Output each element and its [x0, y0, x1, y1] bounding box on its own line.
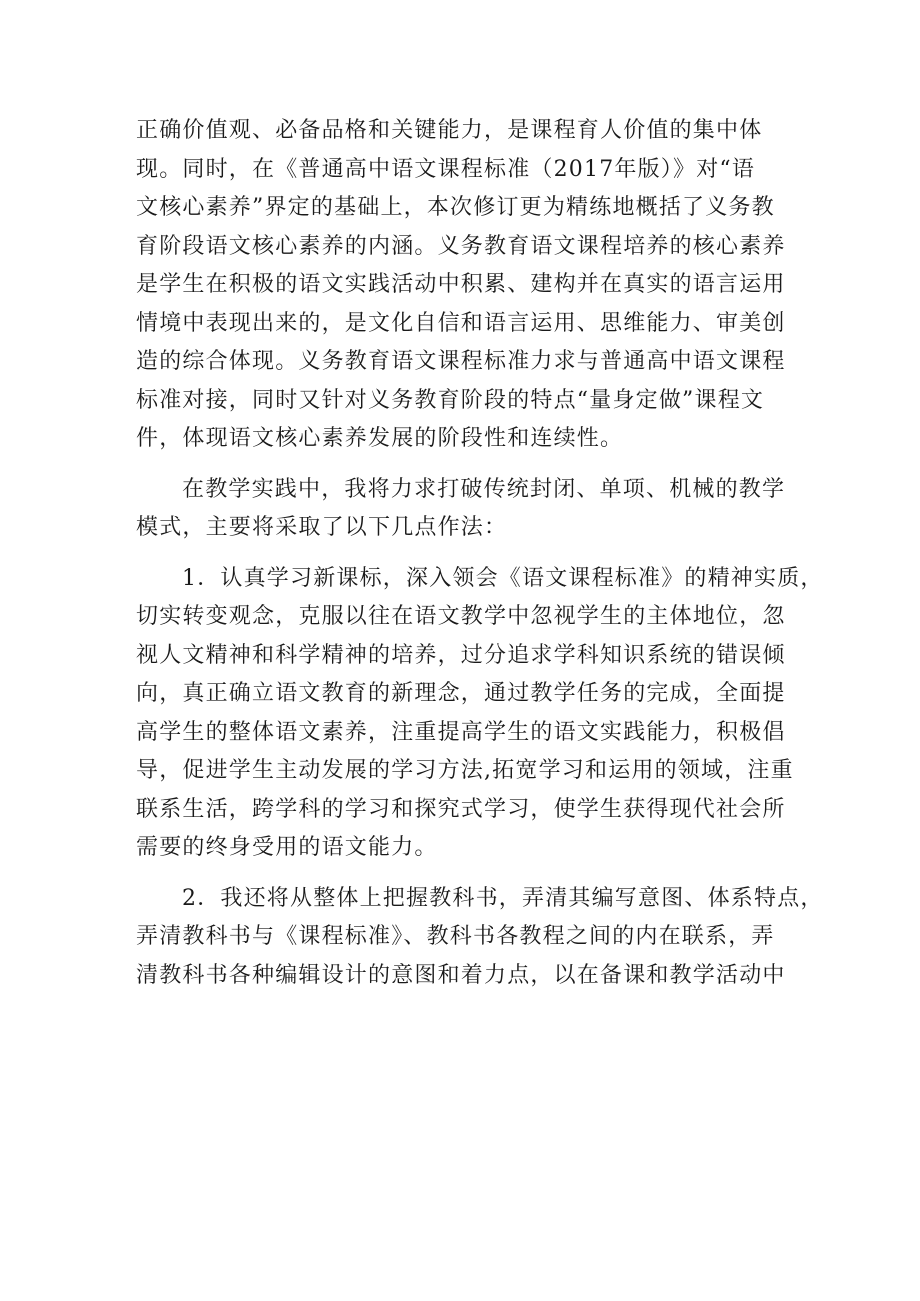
paragraph-item-2 [136, 880, 824, 996]
text-line: 现。同时，在《普通高中语文课程标准（2017年版）》对“语 [136, 156, 756, 182]
text-line: 切实转变观念，克服以往在语文教学中忽视学生的主体地位，忽 [136, 604, 786, 629]
text-line: 件，体现语文核心素养发展的阶段性和连续性。 [136, 426, 624, 451]
paragraph-gap [136, 548, 796, 560]
text-line: 联系生活，跨学科的学习和探究式学习，使学生获得现代社会所 [136, 796, 786, 822]
text-line: 视人文精神和科学精神的培养，过分追求学科知识系统的错误倾 [136, 642, 786, 668]
paragraph-item-1 [136, 560, 824, 868]
text-line: 育阶段语文核心素养的内涵。义务教育语文课程培养的核心素养 [136, 233, 786, 259]
text-line: 弄清教科书与《课程标准》、教科书各教程之间的内在联系，弄 [136, 924, 775, 949]
text-line: 2．我还将从整体上把握教科书，弄清其编写意图、体系特点， [182, 885, 824, 911]
paragraph-gap [136, 459, 796, 471]
document-body [136, 112, 824, 995]
text-line: 情境中表现出来的，是文化自信和语言运用、思维能力、审美创 [136, 310, 786, 336]
text-line: 是学生在积极的语文实践活动中积累、建构并在真实的语言运用 [136, 272, 786, 297]
text-line: 向，真正确立语文教育的新理念，通过教学任务的完成，全面提 [136, 681, 786, 706]
paragraph-gap [136, 868, 796, 880]
text-line: 正确价值观、必备品格和关键能力，是课程育人价值的集中体 [136, 118, 763, 143]
text-line: 在教学实践中，我将力求打破传统封闭、单项、机械的教学 [182, 476, 786, 502]
text-line: 标准对接，同时又针对义务教育阶段的特点“量身定做”课程文 [136, 387, 765, 413]
text-line: 清教科书各种编辑设计的意图和着力点，以在备课和教学活动中 [136, 962, 786, 988]
text-line: 需要的终身受用的语文能力。 [136, 835, 438, 860]
text-line: 造的综合体现。义务教育语文课程标准力求与普通高中语文课程 [136, 349, 786, 374]
text-line: 导，促进学生主动发展的学习方法,拓宽学习和运用的领域，注重 [136, 758, 794, 783]
paragraph-intro [136, 112, 796, 459]
text-line: 1．认真学习新课标，深入领会《语文课程标准》的精神实质， [182, 565, 824, 591]
paragraph-practice [136, 471, 796, 548]
text-line: 文核心素养”界定的基础上，本次修订更为精练地概括了义务教 [136, 195, 775, 220]
text-line: 高学生的整体语文素养，注重提高学生的语文实践能力，积极倡 [136, 719, 786, 745]
text-line: 模式，主要将采取了以下几点作法： [136, 515, 508, 540]
